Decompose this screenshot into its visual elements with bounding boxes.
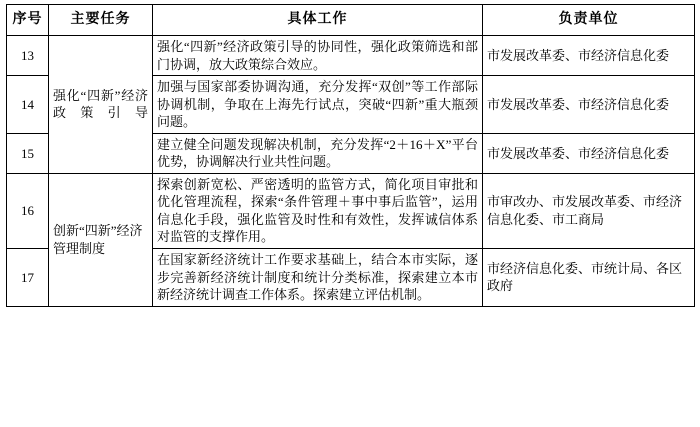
row-responsible-unit: 市发展改革委、市经济信息化委 (483, 133, 695, 173)
row-specific-work: 建立健全问题发现解决机制，充分发挥“2＋16＋X”平台优势，协调解决行业共性问题。 (153, 133, 483, 173)
column-header-responsible-unit: 负责单位 (483, 5, 695, 36)
row-specific-work: 加强与国家部委协调沟通，充分发挥“双创”等工作部际协调机制，争取在上海先行试点，突破“四新”重大瓶颈问题。 (153, 76, 483, 134)
row-main-task: 强化“四新”经济政策引导 (49, 36, 153, 174)
row-specific-work: 探索创新宽松、严密透明的监管方式，简化项目审批和优化管理流程，探索“条件管理＋事中事后监管”，运用信息化手段，强化监管及时性和有效性，发挥诚信体系对监管的支撑作用。 (153, 173, 483, 248)
column-header-specific-work: 具体工作 (153, 5, 483, 36)
column-header-main-task: 主要任务 (49, 5, 153, 36)
column-header-no: 序号 (7, 5, 49, 36)
row-number: 13 (7, 36, 49, 76)
table-header (7, 5, 695, 36)
row-responsible-unit: 市发展改革委、市经济信息化委 (483, 76, 695, 134)
row-number: 17 (7, 249, 49, 307)
row-main-task: 创新“四新”经济管理制度 (49, 173, 153, 306)
table-row (7, 36, 695, 76)
table-header-row (7, 5, 695, 36)
row-specific-work: 强化“四新”经济政策引导的协同性，强化政策筛选和部门协调，放大政策综合效应。 (153, 36, 483, 76)
row-specific-work: 在国家新经济统计工作要求基础上，结合本市实际，逐步完善新经济统计制度和统计分类标准，探索建立本市新经济统计调查工作体系。探索建立评估机制。 (153, 249, 483, 307)
row-number: 15 (7, 133, 49, 173)
row-responsible-unit: 市发展改革委、市经济信息化委 (483, 36, 695, 76)
row-number: 16 (7, 173, 49, 248)
row-responsible-unit: 市审改办、市发展改革委、市经济信息化委、市工商局 (483, 173, 695, 248)
table-row (7, 173, 695, 248)
task-table (6, 4, 695, 307)
table-body (7, 36, 695, 307)
row-responsible-unit: 市经济信息化委、市统计局、各区政府 (483, 249, 695, 307)
row-number: 14 (7, 76, 49, 134)
